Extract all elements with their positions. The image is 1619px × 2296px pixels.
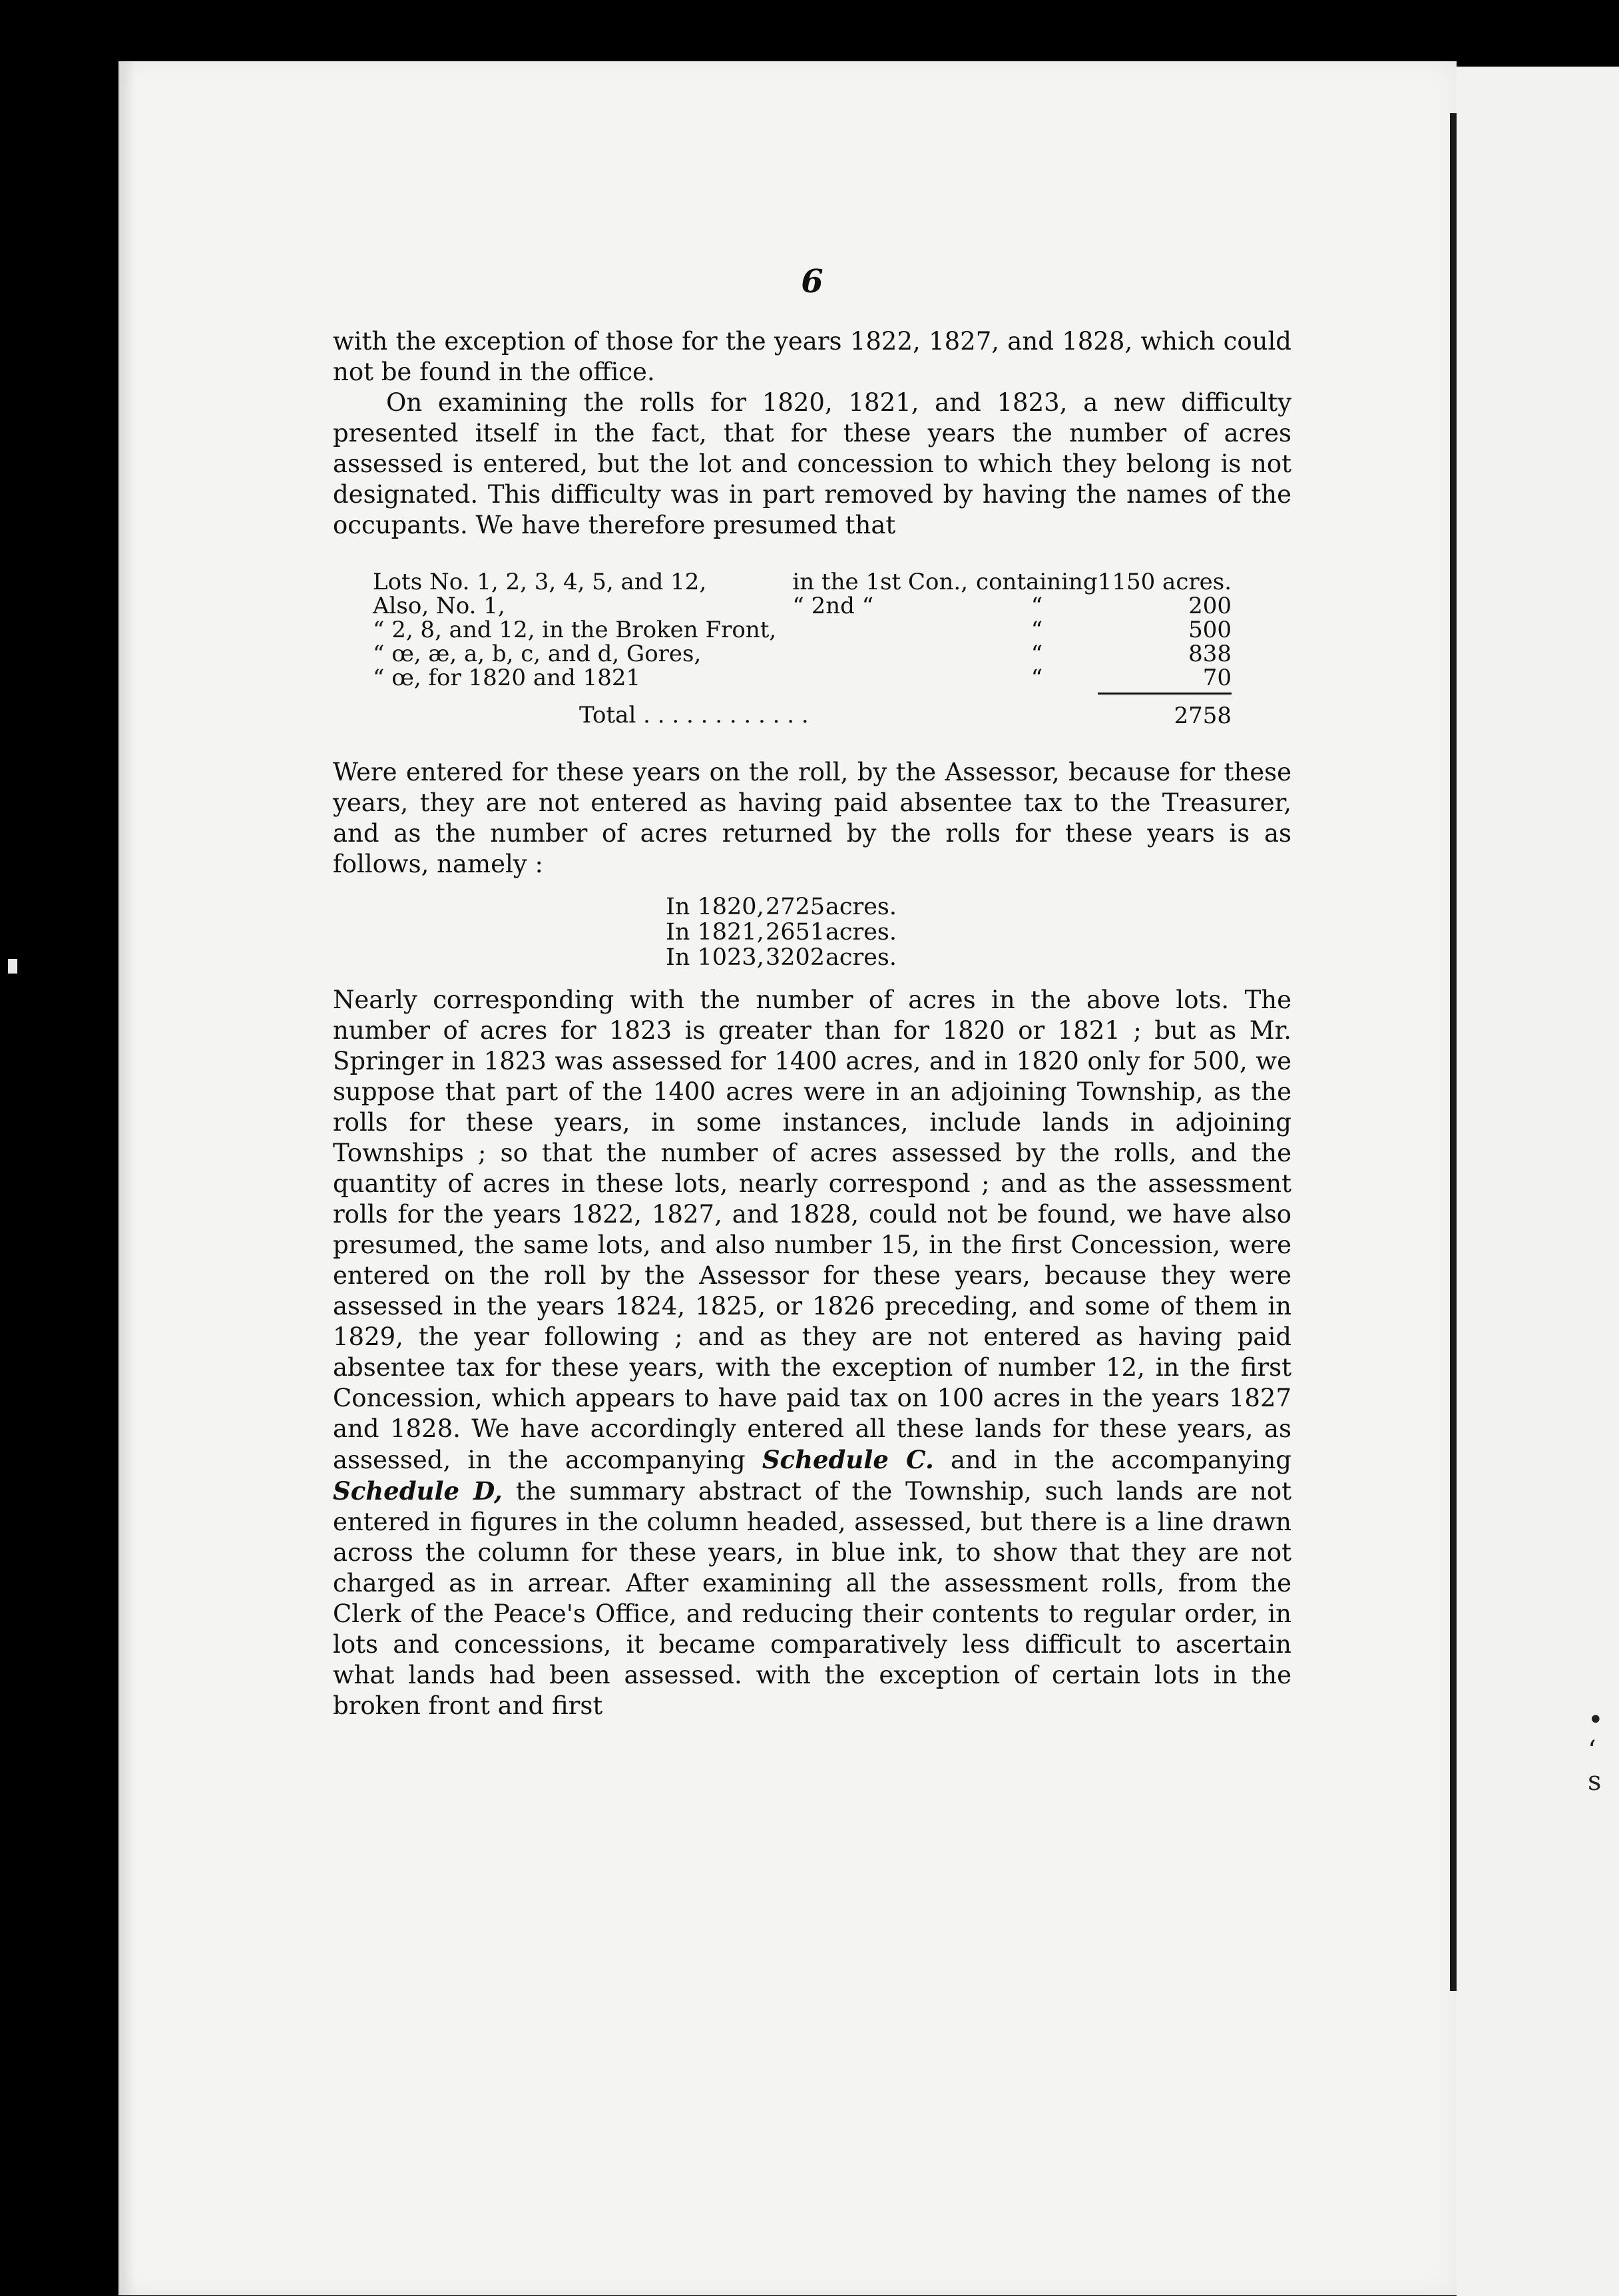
acres-year-row: [666, 945, 1291, 970]
lots-acres: 200: [1188, 593, 1232, 619]
adjacent-page: [1457, 67, 1619, 2296]
year-label: In 1820,: [666, 894, 764, 920]
adjacent-mark: •: [1588, 1705, 1604, 1735]
total-label: Total . . . . . . . . . . . .: [579, 701, 809, 728]
lots-concession: [792, 666, 976, 694]
adjacent-page-marks: [1588, 1705, 1614, 1878]
lots-ditto: “: [1031, 593, 1043, 619]
lots-acres: 70: [1098, 666, 1232, 694]
paragraph-text: the summary abstract of the Township, such lands are not entered in figures in the column headed, assessed, but there is a line drawn across the column for these years, in blue ink, to show that they are not charged as in arrear. After examining all the assessment rolls, from the Clerk of the Peace's Office, and reducing their contents to regular order, in lots and concessions, it became comparatively less difficult to ascertain what lands had been assessed. with the exception of certain lots in the broken front and first: [333, 1477, 1292, 1720]
adjacent-mark: ‘: [1588, 1735, 1596, 1766]
lots-desc: “ œ, for 1820 and 1821: [373, 665, 641, 691]
lots-ditto: “: [1031, 665, 1043, 691]
lots-desc: “ 2, 8, and 12, in the Broken Front,: [373, 617, 777, 643]
lots-row: [373, 642, 1232, 666]
lots-concession: “ 2nd “: [792, 593, 874, 619]
year-unit: acres.: [825, 894, 897, 920]
page-text: [333, 263, 1292, 1721]
lots-concession: [792, 642, 976, 666]
year-unit: acres.: [825, 919, 897, 946]
page-number: 6: [801, 263, 823, 300]
paragraph-continuation: with the exception of those for the years 1822, 1827, and 1828, which could not be found in the office.: [333, 327, 1291, 386]
year-label: In 1821,: [666, 919, 764, 946]
paragraph-text: and in the accompanying: [951, 1446, 1291, 1474]
scan-speck: [8, 959, 17, 974]
lots-total-row: [373, 694, 1232, 728]
schedule-c-reference: Schedule C.: [762, 1445, 934, 1474]
acres-year-row: [666, 894, 1291, 920]
lots-row: [373, 594, 1232, 618]
lots-concession: [792, 618, 976, 642]
year-acres: 2725: [766, 894, 825, 920]
lots-desc: Lots No. 1, 2, 3, 4, 5, and 12,: [373, 569, 707, 595]
total-value: 2758: [1174, 703, 1232, 729]
lots-ditto: containing: [976, 569, 1098, 595]
lots-ditto: “: [1031, 617, 1043, 643]
year-unit: acres.: [825, 944, 897, 971]
paragraph-examining-rolls: On examining the rolls for 1820, 1821, and 1823, a new difficulty presented itself in the fact, that for these years the number of acres assessed is entered, but the lot and concession to which they belong is not designated. This difficulty was in part removed by having the names of the occupants. We have therefore presumed that: [333, 388, 1291, 539]
paragraph-entered-for-years: Were entered for these years on the roll, by the Assessor, because for these years, they are not entered as having paid absentee tax to the Treasurer, and as the number of acres returned by the rolls for these years is as follows, namely :: [333, 758, 1291, 878]
lots-acres: 500: [1188, 617, 1232, 643]
paragraph-text: Nearly corresponding with the number of acres in the above lots. The number of acres for 1823 is greater than for 1820 or 1821 ; but as Mr. Springer in 1823 was assessed for 1400 acres, and in 1820 only for 500, we suppose that part of the 1400 acres were in an adjoining Township, as the rolls for these years, in some instances, include lands in adjoining Townships ; so that the number of acres assessed by the rolls, and the quantity of acres in these lots, nearly correspond ; and as the assessment rolls for the years 1822, 1827, and 1828, could not be found, we have also presumed, the same lots, and also number 15, in the first Concession, were entered on the roll by the Assessor for these years, because they were assessed in the years 1824, 1825, or 1826 preceding, and some of them in 1829, the year following ; and as they are not entered as having paid absentee tax for these years, with the exception of number 12, in the first Concession, which appears to have paid tax on 100 acres in the years 1827 and 1828. We have accordingly entered all these lands for these years, as assessed, in the accompanying: [333, 986, 1291, 1474]
acres-by-year-list: [666, 894, 1291, 970]
adjacent-mark: s: [1588, 1766, 1602, 1797]
lots-acres: 838: [1188, 641, 1232, 667]
year-acres: 3202: [766, 944, 825, 971]
lots-row: [373, 666, 1232, 694]
lots-row: [373, 570, 1232, 594]
year-label: In 1023,: [666, 944, 764, 971]
lots-acres: 1150 acres.: [1097, 569, 1232, 595]
year-acres: 2651: [766, 919, 825, 946]
lots-desc: “ œ, æ, a, b, c, and d, Gores,: [373, 641, 702, 667]
schedule-d-reference: Schedule D,: [333, 1476, 503, 1506]
lots-row: [373, 618, 1232, 642]
lots-desc: Also, No. 1,: [373, 593, 505, 619]
lots-concession: in the 1st Con.,: [792, 569, 969, 595]
lots-ditto: “: [1031, 641, 1043, 667]
acres-year-row: [666, 920, 1291, 945]
paragraph-nearly-corresponding: [333, 985, 1291, 1721]
lots-table: [373, 570, 1232, 728]
